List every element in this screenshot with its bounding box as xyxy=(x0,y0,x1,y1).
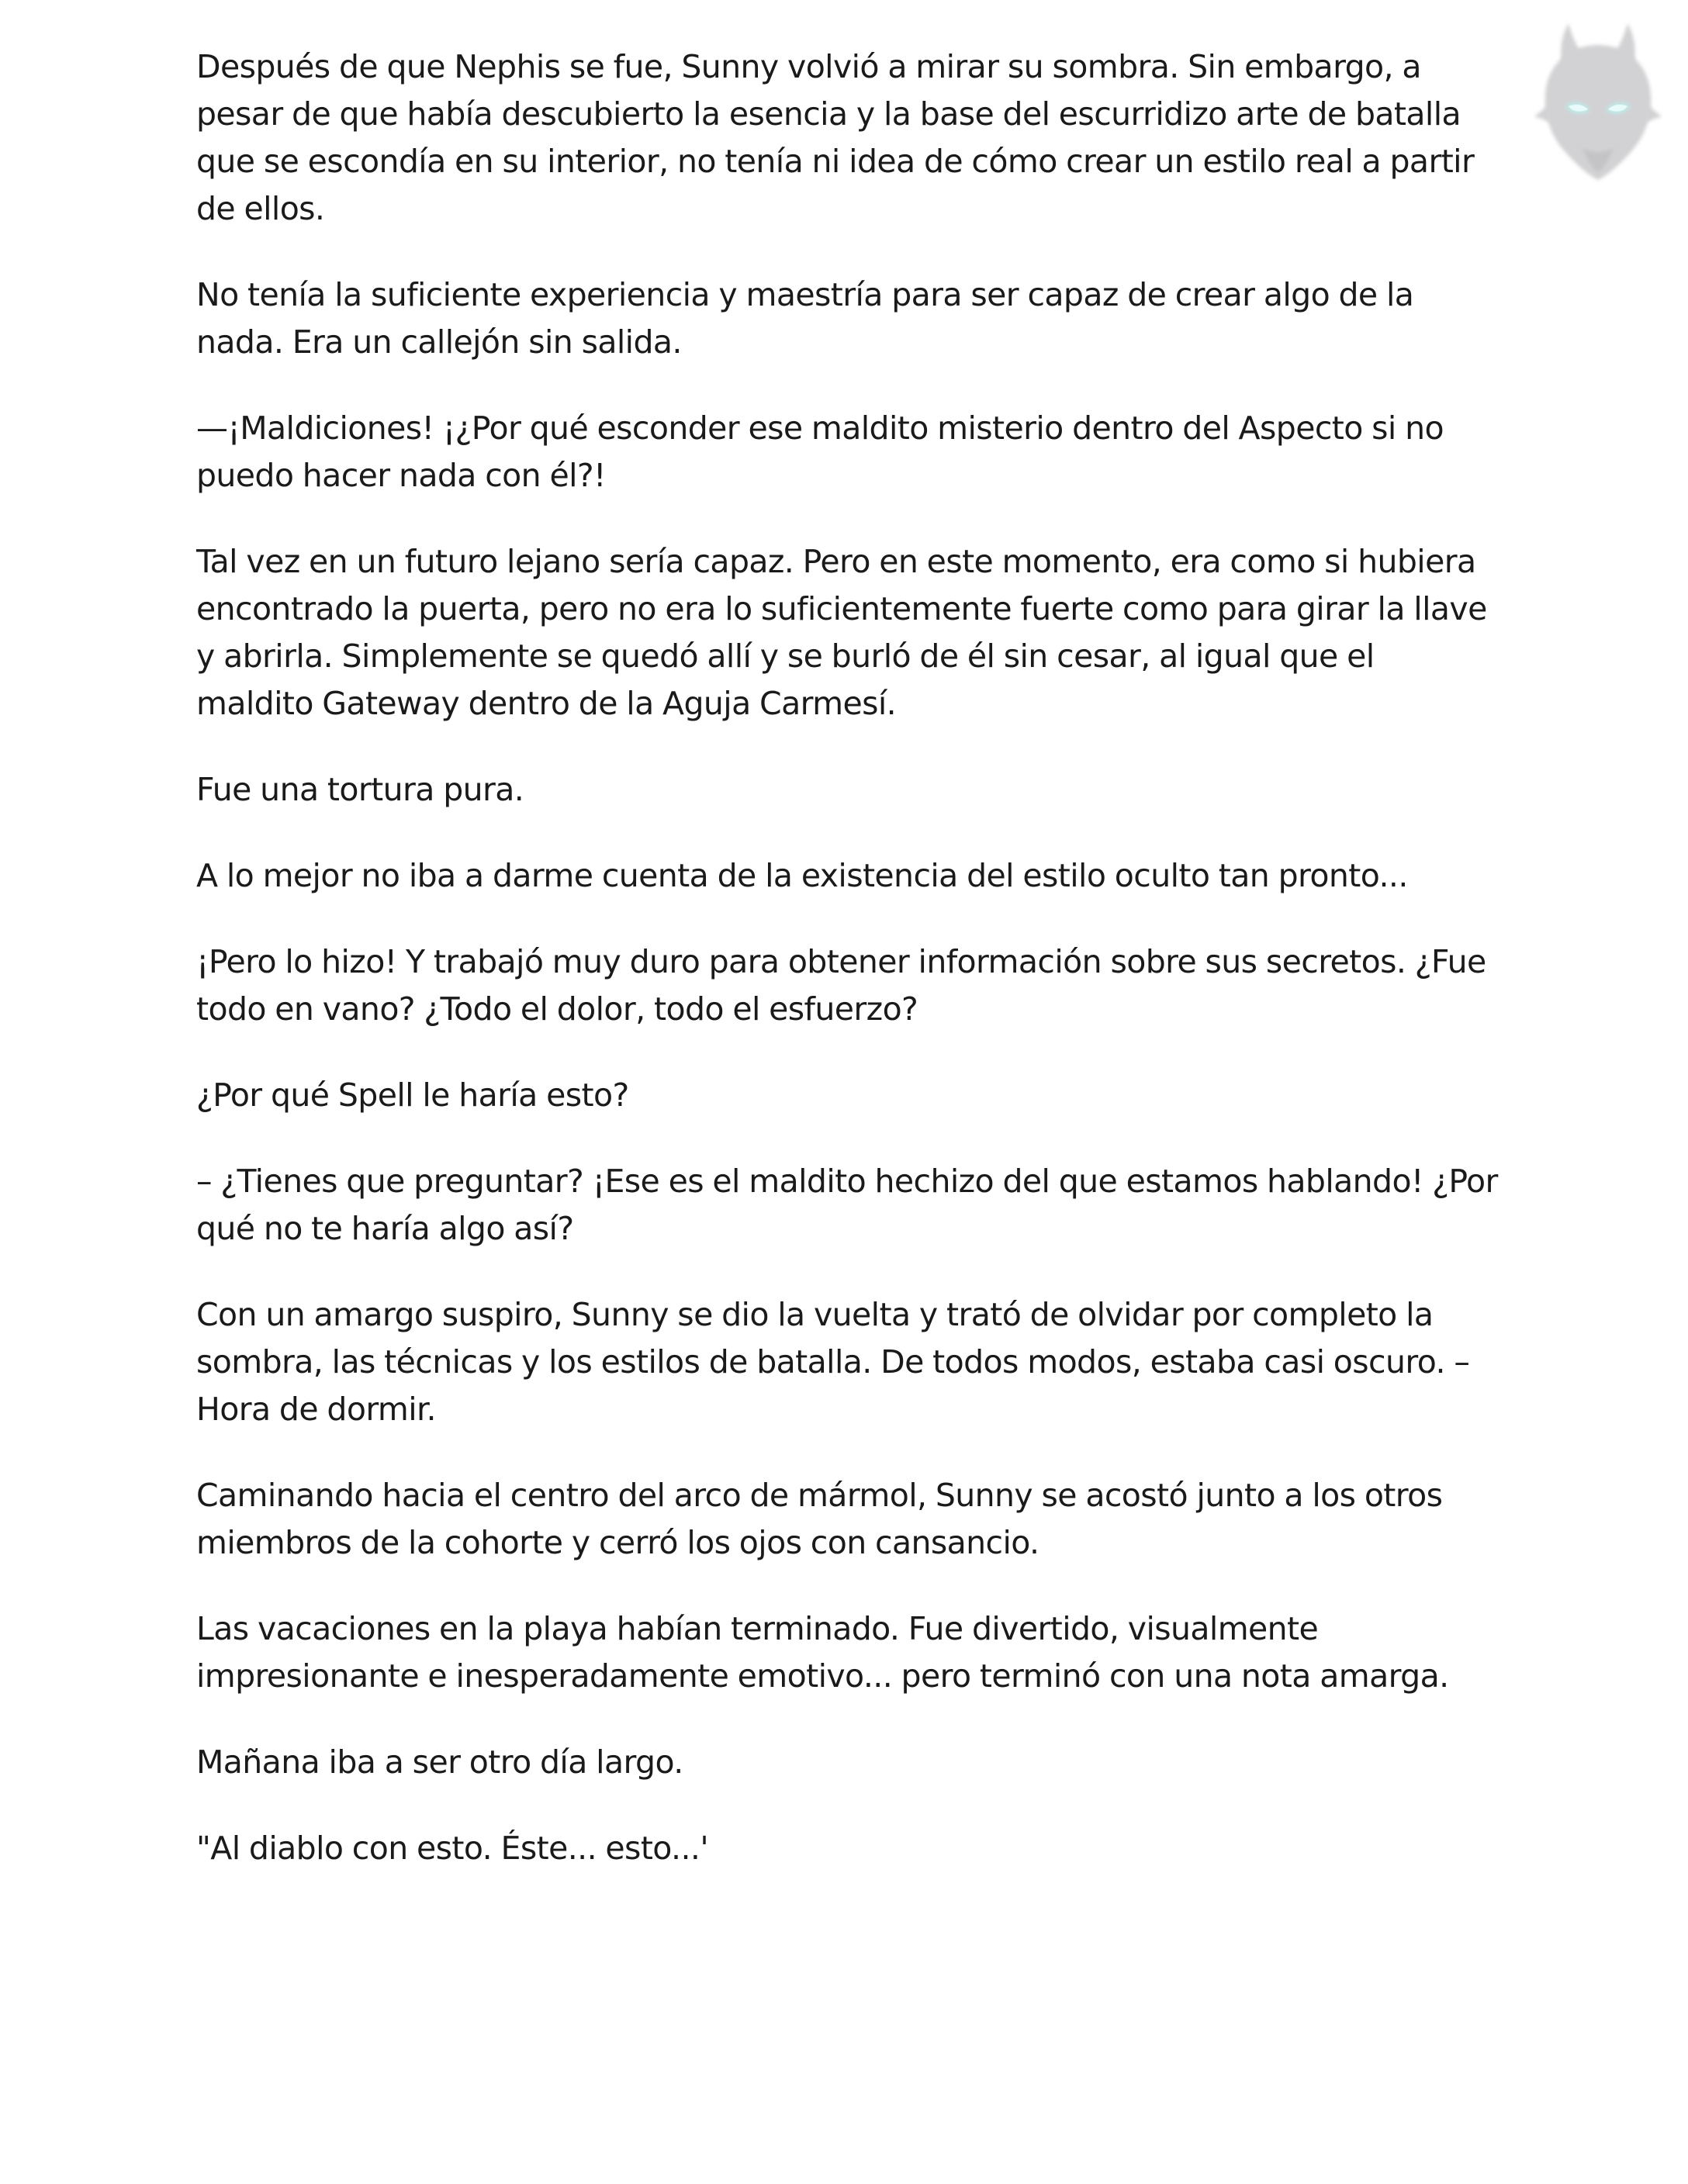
paragraph-13: Mañana iba a ser otro día largo. xyxy=(196,1743,683,1781)
paragraph-4: Tal vez en un futuro lejano sería capaz. Pero en este momento, era como si hubiera encontrado la puerta, pero no era lo suficientemente fuerte como para girar la llave y abrirla. Simplemente se quedó allí y se burló de él sin cesar, al igual que el maldito Gateway dentro de la Aguja Carmesí. xyxy=(196,543,1487,722)
paragraph-2: No tenía la suficiente experiencia y maestría para ser capaz de crear algo de la nada. Era un callejón sin salida. xyxy=(196,276,1414,361)
paragraph-12: Las vacaciones en la playa habían terminado. Fue divertido, visualmente impresionante e inesperadamente emotivo... pero terminó con una nota amarga. xyxy=(196,1610,1449,1695)
paragraph-3: —¡Maldiciones! ¡¿Por qué esconder ese maldito misterio dentro del Aspecto si no puedo hacer nada con él?! xyxy=(196,410,1444,494)
paragraph-7: ¡Pero lo hizo! Y trabajó muy duro para obtener información sobre sus secretos. ¿Fue todo en vano? ¿Todo el dolor, todo el esfuerzo? xyxy=(196,943,1486,1028)
demon-mask-logo-icon xyxy=(1528,14,1668,185)
paragraph-6: A lo mejor no iba a darme cuenta de la existencia del estilo oculto tan pronto... xyxy=(196,857,1408,894)
paragraph-14: "Al diablo con esto. Éste... esto...' xyxy=(196,1830,709,1867)
paragraph-11: Caminando hacia el centro del arco de mármol, Sunny se acostó junto a los otros miembros de la cohorte y cerró los ojos con cansancio. xyxy=(196,1477,1443,1561)
paragraph-8: ¿Por qué Spell le haría esto? xyxy=(196,1076,629,1114)
chapter-text xyxy=(196,43,1499,1911)
paragraph-5: Fue una tortura pura. xyxy=(196,771,524,808)
paragraph-9: – ¿Tienes que preguntar? ¡Ese es el maldito hechizo del que estamos hablando! ¿Por qué no te haría algo así? xyxy=(196,1163,1498,1247)
paragraph-1: Después de que Nephis se fue, Sunny volvió a mirar su sombra. Sin embargo, a pesar de que había descubierto la esencia y la base del escurridizo arte de batalla que se escondía en su interior, no tenía ni idea de cómo crear un estilo real a partir de ellos. xyxy=(196,48,1475,227)
paragraph-10: Con un amargo suspiro, Sunny se dio la vuelta y trató de olvidar por completo la sombra, las técnicas y los estilos de batalla. De todos modos, estaba casi oscuro. – Hora de dormir. xyxy=(196,1296,1470,1428)
